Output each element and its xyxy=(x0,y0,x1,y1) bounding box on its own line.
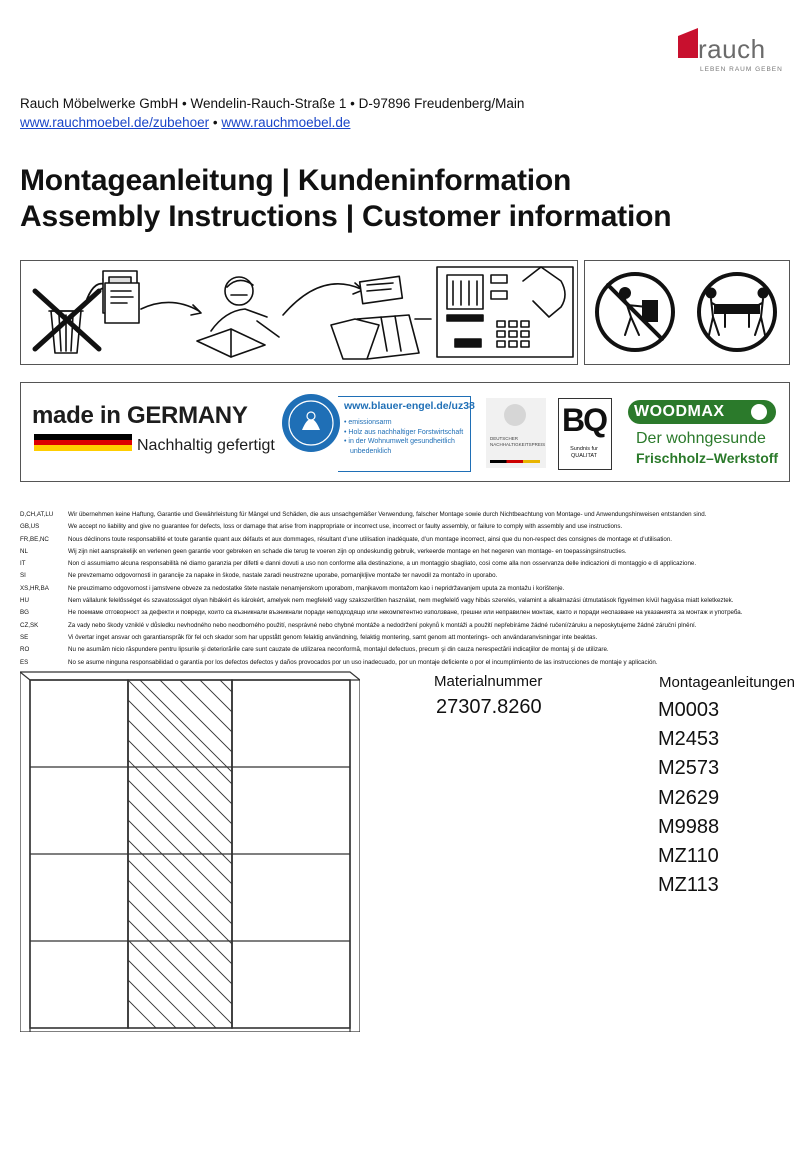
liability-disclaimer-list xyxy=(20,509,790,669)
country-codes: SE xyxy=(20,633,29,641)
disclaimer-row xyxy=(20,570,790,582)
instructions-label: Montageanleitungen xyxy=(659,674,795,691)
disclaimer-row xyxy=(20,546,790,558)
instruction-code: M2453 xyxy=(658,728,720,751)
country-codes: RO xyxy=(20,646,30,654)
country-codes: D,CH,AT,LU xyxy=(20,511,54,518)
award-flag-bar xyxy=(490,460,540,463)
instruction-code: MZ110 xyxy=(658,845,719,868)
disclaimer-row xyxy=(20,607,790,619)
woodmax-name: WOODMAX xyxy=(634,403,725,420)
sustainable-label: Nachhaltig gefertigt xyxy=(137,437,275,454)
instruction-code: MZ113 xyxy=(658,874,719,897)
disclaimer-row xyxy=(20,534,790,546)
instruction-code: M2629 xyxy=(658,786,720,809)
blue-angel-claims xyxy=(344,418,463,456)
disclaimer-text: No se asume ninguna responsabilidad o garantía por los defectos defectos y daños provocados por un uso inadecuado, por un montaje deficiente o por el incumplimiento de las instrucciones de montaje y aplicación. xyxy=(68,658,658,666)
disclaimer-row xyxy=(20,558,790,570)
material-number-label: Materialnummer xyxy=(434,673,543,690)
disclaimer-text: Nem vállalunk felelősséget és szavatosságot olyan hibákért és károkért, amelyek nem megfelelő vagy szakszerűtlen használat, nem megfelelő vagy hibás szerelés, valamint a alkalmazási útmutatások figyelmen kívül hagyása miatt keletkeztek. xyxy=(68,597,734,605)
country-codes: HU xyxy=(20,597,29,605)
award-label-line: DEUTSCHER xyxy=(490,436,519,441)
award-label xyxy=(490,436,545,447)
disclaimer-row xyxy=(20,620,790,632)
disclaimer-row xyxy=(20,595,790,607)
disclaimer-row xyxy=(20,632,790,644)
wardrobe-drawing xyxy=(20,660,360,1032)
disclaimer-row xyxy=(20,509,790,521)
disclaimer-text: Za vady nebo škody vzniklé v důsledku nevhodného nebo neodborného použití, nesprávné nebo chybné montáže a nedodržení pokynů k montáži a použití nepřebíráme žádné ručení/záruku a neposkytujeme žádné záruční plnění. xyxy=(68,621,697,629)
made-in-germany-label: made in GERMANY xyxy=(32,402,248,429)
woodmax-slogan-2: Frischholz–Werkstoff xyxy=(636,450,779,466)
country-codes: SI xyxy=(20,572,26,580)
trash-bin-icon xyxy=(35,291,99,353)
no-single-person-icon xyxy=(597,274,673,350)
disclaimer-text: Wir übernehmen keine Haftung, Garantie und Gewährleistung für Mängel und Schäden, die aus unsachgemäßer Verwendung, falscher Montage sowie durch Nichtbeachtung von Montage- und Anwendungshinweisen entstanden sind. xyxy=(68,511,707,518)
blue-angel-claim: • emissionsarm xyxy=(344,419,392,426)
disclaimer-row xyxy=(20,644,790,656)
mirror-hatching xyxy=(128,680,232,1032)
control-panel-icon xyxy=(437,267,573,357)
instruction-code-list xyxy=(658,696,719,900)
blue-angel-emblem-icon xyxy=(282,394,340,452)
blue-angel-claim: • Holz aus nachhaltiger Forstwirtschaft xyxy=(344,428,464,436)
country-codes: GB,US xyxy=(20,523,40,531)
country-codes: ES xyxy=(20,658,29,666)
instruction-code: M9988 xyxy=(658,815,720,838)
country-codes: XS,HR,BA xyxy=(20,584,49,592)
german-flag-icon xyxy=(34,434,132,451)
rauch-logo xyxy=(676,28,786,80)
disclaimer-text: Nu ne asumăm nicio răspundere pentru lipsurile şi deteriorările care sunt cauzate de utilizarea neconformă, montajul defectuos, precum şi din cauza nerespectării indicaţiilor de montaj şi de utilizare. xyxy=(68,646,609,654)
country-codes: FR,BE,NC xyxy=(20,535,49,543)
blue-angel-url: www.blauer-engel.de/uz38 xyxy=(344,400,475,412)
lift-warning-drawing xyxy=(585,261,789,364)
two-person-lift-warning xyxy=(584,260,790,365)
disclaimer-text: We accept no liability and give no guarantee for defects, loss or damage that arise from inappropriate or incorrect use, incorrect or faulty assembly, or failure to comply with assembly and use instructions. xyxy=(68,523,623,531)
disclaimer-text: Ne prevzemamo odgovornosti in garancije za napake in škode, nastale zaradi neustrezne uporabe, pomanjkljive montaže ter navodil za montažo in uporabo. xyxy=(68,572,498,580)
award-label-line: NACHHALTIGKEITSPREIS xyxy=(490,441,546,447)
person-reading-icon xyxy=(197,277,279,357)
page-title-de: Montageanleitung | Kundeninformation xyxy=(20,164,572,197)
bq-logo: BQ xyxy=(562,402,606,438)
disclaimer-text: Ne preuzimamo odgovornost i jamstvene obveze za nedostatke štete nastale nenamjenskom uporabom, manjkavom montažom kao i nepridržavanjem uputa za montažu i korištenje. xyxy=(68,584,565,592)
booklet-icon xyxy=(103,271,139,323)
material-number: 27307.8260 xyxy=(436,696,542,718)
blue-angel-claim: unbedenklich xyxy=(350,447,392,455)
bq-caption: Sundnis fur QUALITAT xyxy=(570,446,598,459)
instruction-code: M0003 xyxy=(658,699,720,721)
two-person-carry-icon xyxy=(699,274,775,350)
link-separator: • xyxy=(209,115,222,130)
woodmax-dot-icon xyxy=(751,404,767,420)
accessories-link[interactable]: www.rauchmoebel.de/zubehoer xyxy=(20,115,210,130)
homepage-link[interactable]: www.rauchmoebel.de xyxy=(221,115,351,130)
blue-angel-icon xyxy=(282,394,340,452)
logo-tagline: LEBEN RAUM GEBEN xyxy=(700,66,783,73)
disclaimer-text: Non ci assumiamo alcuna responsabilità né diamo garanzia per difetti e danni dovuti a uso non conforme alla destinazione, a un montaggio sbagliato, così come alla non osservanza delle indicazioni di montaggio e di applicazione. xyxy=(68,560,697,568)
disclaimer-text: Vi övertar inget ansvar och garantiansprăk för fel och skador som har uppstått genom felaktig användning, felaktig montering, samt genom att monterings- och användaranvisningar inte beaktas. xyxy=(68,633,598,641)
logo-wordmark: rauch xyxy=(698,34,766,64)
disclaimer-text: Nous déclinons toute responsabilité et toute garantie quant aux défauts et aux dommages, résultant d’une utilisation inadéquate, d’un montage incorrect, ainsi que du non-respect des consignes de montage et d’utilisation. xyxy=(68,535,673,543)
country-codes: CZ,SK xyxy=(20,621,39,629)
disclaimer-row xyxy=(20,583,790,595)
keep-instructions-drawing xyxy=(21,261,577,364)
header-links xyxy=(20,115,350,130)
award-emblem-icon xyxy=(504,404,526,426)
company-address: Rauch Möbelwerke GmbH • Wendelin-Rauch-Straße 1 • D-97896 Freudenberg/Main xyxy=(20,96,525,111)
country-codes: NL xyxy=(20,547,28,555)
keep-instructions-illustration xyxy=(20,260,578,365)
disclaimer-text: Wij zijn niet aansprakelijk en verlenen geen garantie voor gebreken en schade die terug te voeren zijn op ondeskundig gebruik, verkeerde montage en het negeren van montage- en toepassingsinstructies. xyxy=(68,547,627,555)
country-codes: IT xyxy=(20,560,26,568)
file-folder-icon xyxy=(331,276,431,359)
instruction-code: M2573 xyxy=(658,757,720,780)
flag-stripe-gold xyxy=(34,445,132,451)
country-codes: BG xyxy=(20,609,29,617)
page-title-en: Assembly Instructions | Customer information xyxy=(20,200,672,233)
disclaimer-text: Не поемаме отговорност за дефекти и повреди, които са възникнали възникнали поради неподходящо или некомпетентно използване, грешни или неправилен монтаж, както и поради неспазване на указанията за монтаж и употреба. xyxy=(68,609,743,617)
blue-angel-claim: • in der Wohnumwelt gesundheitlich xyxy=(344,438,455,445)
disclaimer-row xyxy=(20,521,790,533)
woodmax-slogan-1: Der wohngesunde xyxy=(636,430,766,447)
